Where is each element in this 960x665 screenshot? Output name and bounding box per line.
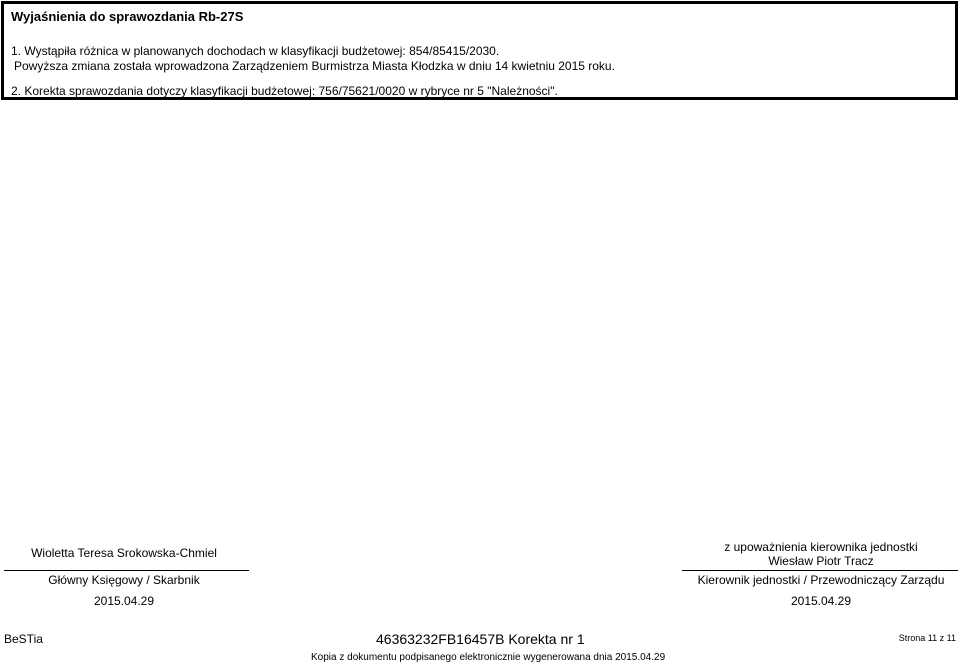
right-authorization-note: z upoważnienia kierownika jednostki bbox=[724, 540, 918, 554]
right-signer-name: Wiesław Piotr Tracz bbox=[768, 554, 874, 568]
right-sign-date: 2015.04.29 bbox=[790, 594, 852, 608]
document-id: 46363232FB16457B Korekta nr 1 bbox=[376, 631, 585, 647]
app-name: BeSTia bbox=[4, 632, 43, 646]
explanation-line-3: 2. Korekta sprawozdania dotyczy klasyfikacji budżetowej: 756/75621/0020 w rybryce nr 5 "Należności". bbox=[11, 84, 558, 98]
left-sign-date: 2015.04.29 bbox=[93, 594, 155, 608]
explanations-box bbox=[1, 1, 958, 100]
copy-note: Kopia z dokumentu podpisanego elektronicznie wygenerowana dnia 2015.04.29 bbox=[311, 652, 666, 663]
explanation-line-2: Powyższa zmiana została wprowadzona Zarządzeniem Burmistrza Miasta Kłodzka w dniu 14 kwietniu 2015 roku. bbox=[14, 59, 615, 73]
left-signature-line bbox=[4, 570, 249, 571]
explanation-line-1: 1. Wystąpiła różnica w planowanych dochodach w klasyfikacji budżetowej: 854/85415/2030. bbox=[11, 44, 500, 58]
right-signature-line bbox=[682, 570, 958, 571]
right-signer-role: Kierownik jednostki / Przewodniczący Zarządu bbox=[697, 573, 945, 587]
page-indicator: Strona 11 z 11 bbox=[898, 633, 956, 643]
explanations-title: Wyjaśnienia do sprawozdania Rb-27S bbox=[11, 9, 244, 24]
left-signer-name: Wioletta Teresa Srokowska-Chmiel bbox=[31, 546, 217, 560]
left-signer-role: Główny Księgowy / Skarbnik bbox=[48, 573, 200, 587]
